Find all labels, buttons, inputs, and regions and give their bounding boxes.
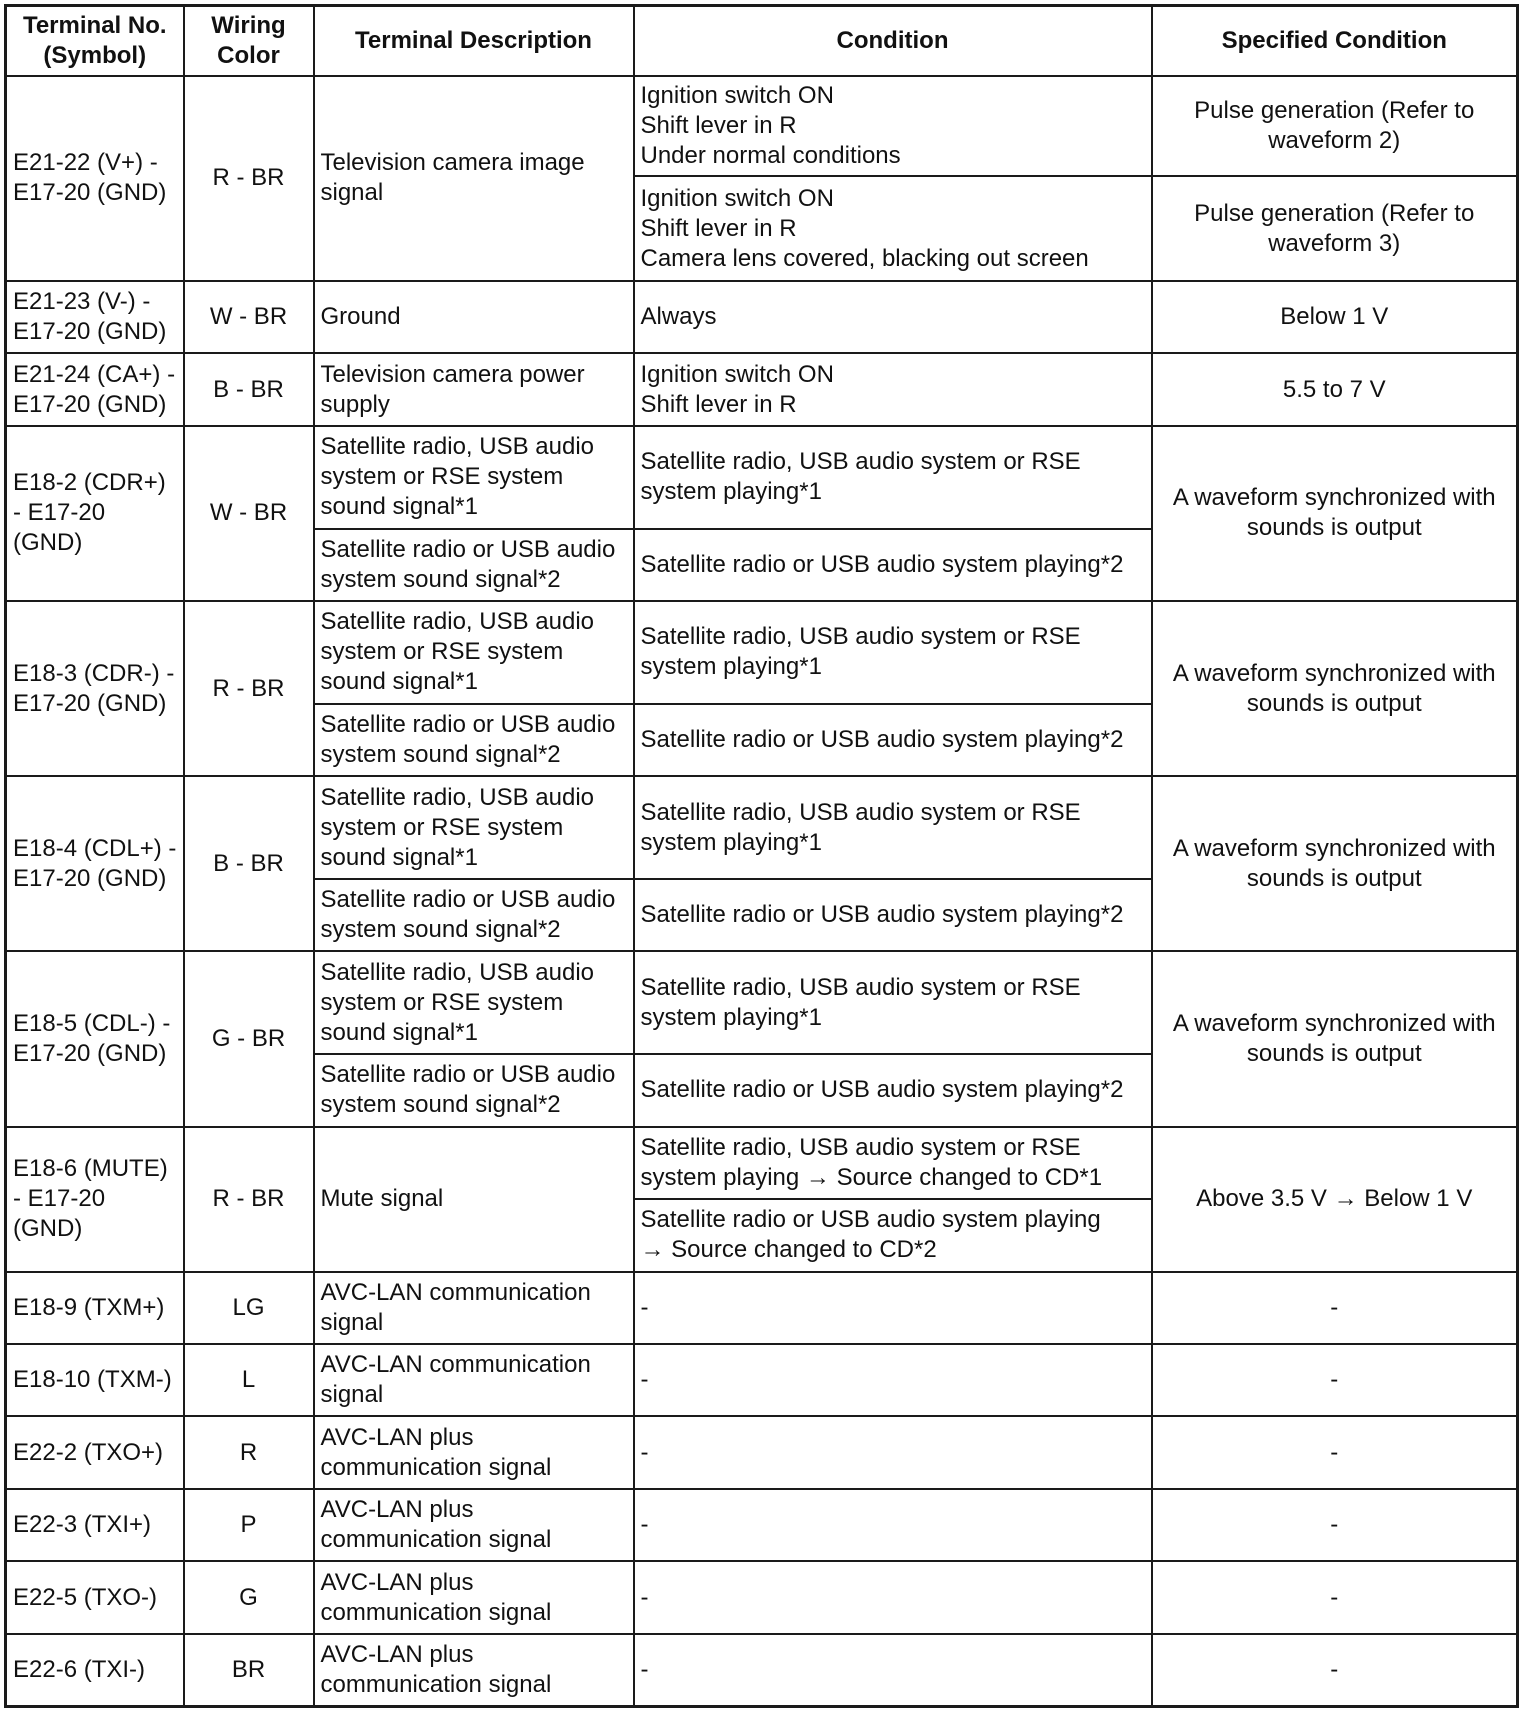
specified-condition-cell: Pulse generation (Refer to waveform 2) [1152,76,1518,177]
specified-condition-cell: A waveform synchronized with sounds is output [1152,951,1518,1126]
description-cell: Television camera image signal [314,76,634,281]
table-row [6,601,1518,704]
specified-condition-cell: A waveform synchronized with sounds is output [1152,426,1518,601]
description-cell: AVC-LAN plus communication signal [314,1634,634,1707]
condition-cell: - [634,1416,1152,1488]
condition-cell: Satellite radio, USB audio system or RSE system playing*1 [634,601,1152,704]
description-cell: Mute signal [314,1127,634,1272]
terminal-cell: E22-2 (TXO+) [6,1416,184,1488]
condition-cell: Satellite radio, USB audio system or RSE system playing*1 [634,776,1152,879]
wiring-color-cell: BR [184,1634,314,1707]
table-row [6,353,1518,425]
wiring-color-cell: P [184,1489,314,1561]
table-row [6,426,1518,529]
table-row [6,1561,1518,1633]
header-terminal-description: Terminal Description [314,6,634,76]
terminal-cell: E18-10 (TXM-) [6,1344,184,1416]
header-wiring-color: Wiring Color [184,6,314,76]
terminal-spec-table [4,4,1519,1708]
wiring-color-cell: B - BR [184,353,314,425]
condition-cell: Satellite radio or USB audio system playing*2 [634,704,1152,776]
description-cell: Ground [314,281,634,353]
terminal-cell: E18-2 (CDR+) - E17-20 (GND) [6,426,184,601]
table-row [6,776,1518,879]
condition-cell: Ignition switch ON Shift lever in R [634,353,1152,425]
description-cell: Satellite radio, USB audio system or RSE system sound signal*1 [314,601,634,704]
terminal-cell: E18-3 (CDR-) - E17-20 (GND) [6,601,184,776]
description-cell: AVC-LAN communication signal [314,1344,634,1416]
wiring-color-cell: L [184,1344,314,1416]
description-cell: AVC-LAN communication signal [314,1272,634,1344]
terminal-cell: E18-9 (TXM+) [6,1272,184,1344]
description-cell: Satellite radio, USB audio system or RSE system sound signal*1 [314,776,634,879]
condition-cell: - [634,1561,1152,1633]
condition-cell: Ignition switch ON Shift lever in R Under normal conditions [634,76,1152,177]
specified-condition-cell: - [1152,1416,1518,1488]
condition-cell: - [634,1272,1152,1344]
specified-condition-cell: 5.5 to 7 V [1152,353,1518,425]
specified-condition-cell: - [1152,1344,1518,1416]
specified-condition-cell: Above 3.5 V → Below 1 V [1152,1127,1518,1272]
table-row [6,281,1518,353]
wiring-color-cell: G [184,1561,314,1633]
specified-condition-cell: - [1152,1272,1518,1344]
terminal-cell: E18-4 (CDL+) - E17-20 (GND) [6,776,184,951]
wiring-color-cell: W - BR [184,426,314,601]
header-row [6,6,1518,76]
condition-cell: Satellite radio or USB audio system playing*2 [634,529,1152,601]
description-cell: Satellite radio or USB audio system sound signal*2 [314,1054,634,1126]
table-row [6,951,1518,1054]
condition-cell: Satellite radio, USB audio system or RSE system playing → Source changed to CD*1 [634,1127,1152,1199]
table-row [6,1344,1518,1416]
condition-cell: Ignition switch ON Shift lever in R Camera lens covered, blacking out screen [634,176,1152,281]
specified-condition-cell: A waveform synchronized with sounds is output [1152,601,1518,776]
condition-cell: Satellite radio, USB audio system or RSE system playing*1 [634,426,1152,529]
terminal-cell: E18-6 (MUTE) - E17-20 (GND) [6,1127,184,1272]
wiring-color-cell: R - BR [184,601,314,776]
table-row [6,1127,1518,1199]
description-cell: Satellite radio, USB audio system or RSE system sound signal*1 [314,426,634,529]
wiring-color-cell: G - BR [184,951,314,1126]
wiring-color-cell: B - BR [184,776,314,951]
description-cell: AVC-LAN plus communication signal [314,1416,634,1488]
condition-cell: Always [634,281,1152,353]
wiring-color-cell: R - BR [184,76,314,281]
table-row [6,1272,1518,1344]
header-condition: Condition [634,6,1152,76]
description-cell: Satellite radio or USB audio system sound signal*2 [314,704,634,776]
terminal-cell: E22-6 (TXI-) [6,1634,184,1707]
condition-cell: Satellite radio or USB audio system playing*2 [634,879,1152,951]
terminal-cell: E22-3 (TXI+) [6,1489,184,1561]
specified-condition-cell: - [1152,1634,1518,1707]
specified-condition-cell: Below 1 V [1152,281,1518,353]
condition-cell: Satellite radio or USB audio system playing → Source changed to CD*2 [634,1199,1152,1271]
specified-condition-cell: - [1152,1489,1518,1561]
condition-cell: - [634,1489,1152,1561]
wiring-color-cell: R [184,1416,314,1488]
condition-cell: Satellite radio, USB audio system or RSE system playing*1 [634,951,1152,1054]
header-specified-condition: Specified Condition [1152,6,1518,76]
condition-cell: - [634,1634,1152,1707]
wiring-color-cell: W - BR [184,281,314,353]
description-cell: Television camera power supply [314,353,634,425]
description-cell: AVC-LAN plus communication signal [314,1561,634,1633]
wiring-color-cell: LG [184,1272,314,1344]
condition-cell: Satellite radio or USB audio system playing*2 [634,1054,1152,1126]
wiring-color-cell: R - BR [184,1127,314,1272]
table-row [6,1634,1518,1707]
table-row [6,1489,1518,1561]
header-terminal: Terminal No. (Symbol) [6,6,184,76]
table-row [6,1416,1518,1488]
specified-condition-cell: Pulse generation (Refer to waveform 3) [1152,176,1518,281]
description-cell: AVC-LAN plus communication signal [314,1489,634,1561]
specified-condition-cell: - [1152,1561,1518,1633]
description-cell: Satellite radio or USB audio system sound signal*2 [314,879,634,951]
terminal-cell: E21-24 (CA+) - E17-20 (GND) [6,353,184,425]
specified-condition-cell: A waveform synchronized with sounds is output [1152,776,1518,951]
description-cell: Satellite radio or USB audio system sound signal*2 [314,529,634,601]
table-row [6,76,1518,177]
terminal-cell: E18-5 (CDL-) - E17-20 (GND) [6,951,184,1126]
description-cell: Satellite radio, USB audio system or RSE system sound signal*1 [314,951,634,1054]
condition-cell: - [634,1344,1152,1416]
terminal-cell: E22-5 (TXO-) [6,1561,184,1633]
terminal-cell: E21-23 (V-) - E17-20 (GND) [6,281,184,353]
terminal-cell: E21-22 (V+) - E17-20 (GND) [6,76,184,281]
